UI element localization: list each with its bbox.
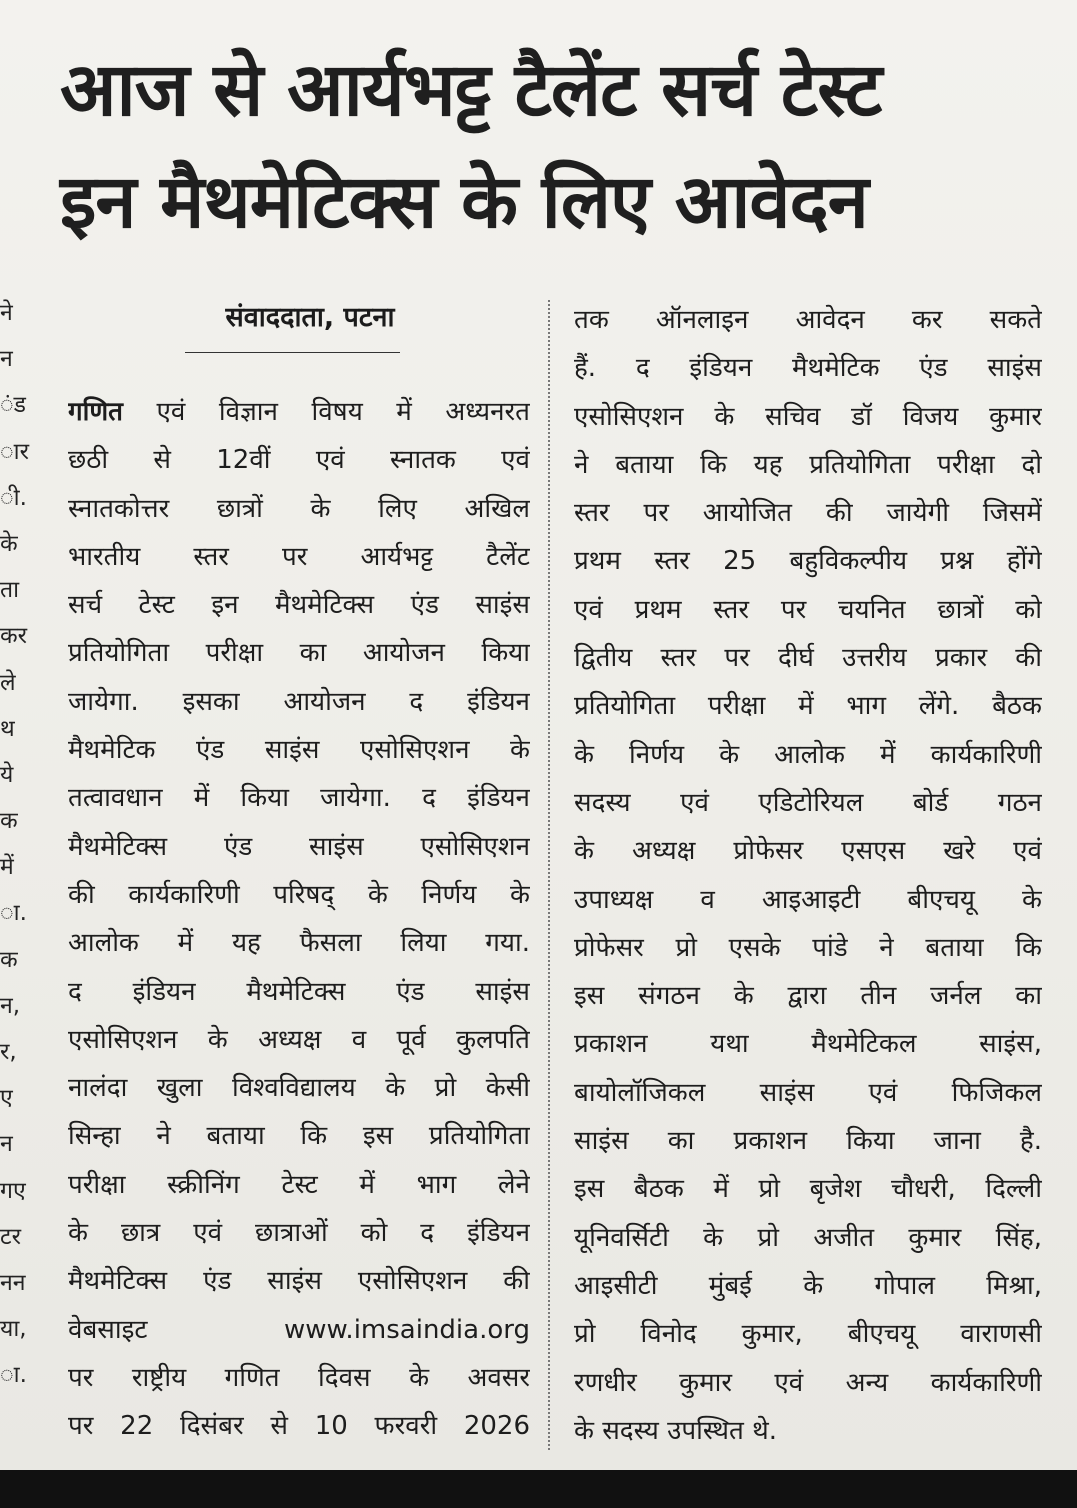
- fragment-line: कर: [0, 623, 28, 650]
- article-line: स्नातकोत्तर छात्रों के लिए अखिल: [68, 493, 530, 524]
- article-line: इस बैठक में प्रो बृजेश चौधरी, दिल्ली: [574, 1174, 1042, 1205]
- column-divider: [548, 300, 550, 1450]
- article-line: वेबसाइट www.imsaindia.org: [68, 1314, 530, 1345]
- article-line: हैं. द इंडियन मैथमेटिक एंड साइंस: [574, 353, 1042, 384]
- article-line: तत्वावधान में किया जायेगा. द इंडियन: [68, 783, 530, 814]
- headline-line-1: आज से आर्यभट्ट टैलेंट सर्च टेस्ट: [60, 47, 882, 133]
- article-column-left: [68, 388, 530, 1451]
- article-line: के छात्र एवं छात्राओं को द इंडियन: [68, 1218, 530, 1249]
- article-line: मैथमेटिक्स एंड साइंस एसोसिएशन: [68, 831, 530, 862]
- article-line: मैथमेटिक्स एंड साइंस एसोसिएशन की: [68, 1266, 530, 1297]
- photo-bottom-edge: [0, 1470, 1077, 1508]
- fragment-line: ा.: [0, 900, 27, 927]
- fragment-line: ी.: [0, 484, 27, 511]
- fragment-line: थ: [0, 715, 15, 742]
- article-line: के सदस्य उपस्थित थे.: [574, 1415, 777, 1446]
- article-line: जायेगा. इसका आयोजन द इंडियन: [68, 686, 530, 717]
- fragment-line: ा.: [0, 1362, 27, 1389]
- article-line: बायोलॉजिकल साइंस एवं फिजिकल: [574, 1077, 1042, 1108]
- article-line: आलोक में यह फैसला लिया गया.: [68, 928, 530, 959]
- article-line: रणधीर कुमार एवं अन्य कार्यकारिणी: [574, 1367, 1042, 1398]
- fragment-line: न: [0, 1131, 13, 1158]
- fragment-line: में: [0, 854, 14, 881]
- article-line: सिन्हा ने बताया कि इस प्रतियोगिता: [68, 1121, 530, 1152]
- article-line: आइसीटी मुंबई के गोपाल मिश्रा,: [574, 1270, 1042, 1301]
- article-line: एसोसिएशन के अध्यक्ष व पूर्व कुलपति: [68, 1024, 530, 1055]
- article-line: ने बताया कि यह प्रतियोगिता परीक्षा दो: [574, 449, 1042, 480]
- article-line: द्वितीय स्तर पर दीर्घ उत्तरीय प्रकार की: [574, 643, 1042, 674]
- headline-line-2: इन मैथमेटिक्स के लिए आवेदन: [60, 159, 868, 245]
- article-line: यूनिवर्सिटी के प्रो अजीत कुमार सिंह,: [574, 1222, 1042, 1253]
- article-line: मैथमेटिक एंड साइंस एसोसिएशन के: [68, 735, 530, 766]
- byline-divider: [185, 352, 400, 353]
- article-line: द इंडियन मैथमेटिक्स एंड साइंस: [68, 976, 530, 1007]
- article-line: के निर्णय के आलोक में कार्यकारिणी: [574, 739, 1042, 770]
- byline: संवाददाता, पटना: [225, 302, 395, 333]
- article-line: सर्च टेस्ट इन मैथमेटिक्स एंड साइंस: [68, 590, 530, 621]
- article-line: एवं प्रथम स्तर पर चयनित छात्रों को: [574, 594, 1042, 625]
- article-line: तक ऑनलाइन आवेदन कर सकते: [574, 305, 1042, 335]
- article-line: स्तर पर आयोजित की जायेगी जिसमें: [574, 498, 1042, 529]
- lead-line-rest: एवं विज्ञान विषय में अध्यनरत: [156, 397, 530, 427]
- fragment-line: क: [0, 808, 18, 835]
- adjacent-article-fragment: [0, 290, 38, 1440]
- fragment-line: ये: [0, 761, 14, 788]
- article-line: पर 22 दिसंबर से 10 फरवरी 2026: [68, 1411, 530, 1442]
- article-line: नालंदा खुला विश्वविद्यालय के प्रो केसी: [68, 1073, 530, 1104]
- fragment-line: न: [0, 346, 13, 373]
- fragment-line: नन: [0, 1269, 26, 1296]
- lead-word: गणित: [68, 397, 123, 427]
- article-line: सदस्य एवं एडिटोरियल बोर्ड गठन: [574, 787, 1042, 818]
- article-line: प्रतियोगिता परीक्षा का आयोजन किया: [68, 638, 530, 669]
- headline: [60, 34, 1060, 258]
- fragment-line: र,: [0, 1039, 17, 1065]
- fragment-line: ंड: [0, 392, 26, 419]
- fragment-line: ए: [0, 1085, 13, 1112]
- fragment-line: या,: [0, 1316, 27, 1343]
- fragment-line: टर: [0, 1223, 21, 1250]
- article-line: परीक्षा स्क्रीनिंग टेस्ट में भाग लेने: [68, 1169, 530, 1200]
- article-line: प्रोफेसर प्रो एसके पांडे ने बताया कि: [574, 932, 1042, 963]
- fragment-line: ने: [0, 300, 13, 326]
- fragment-line: ार: [0, 438, 30, 465]
- article-line: प्रकाशन यथा मैथमेटिकल साइंस,: [574, 1029, 1042, 1060]
- article-line: उपाध्यक्ष व आइआइटी बीएचयू के: [574, 884, 1042, 915]
- fragment-line: गए: [0, 1177, 26, 1204]
- article-line: प्रो विनोद कुमार, बीएचयू वाराणसी: [574, 1319, 1042, 1350]
- fragment-line: ले: [0, 669, 16, 696]
- article-line: इस संगठन के द्वारा तीन जर्नल का: [574, 981, 1042, 1012]
- article-line: भारतीय स्तर पर आर्यभट्ट टैलेंट: [68, 541, 530, 572]
- article-line: प्रथम स्तर 25 बहुविकल्पीय प्रश्न होंगे: [574, 546, 1042, 577]
- fragment-line: के: [0, 530, 18, 557]
- fragment-line: न,: [0, 992, 21, 1019]
- fragment-line: क: [0, 946, 18, 973]
- article-line: की कार्यकारिणी परिषद् के निर्णय के: [68, 879, 530, 910]
- article-line: एसोसिएशन के सचिव डॉ विजय कुमार: [574, 401, 1042, 432]
- article-line: पर राष्ट्रीय गणित दिवस के अवसर: [68, 1362, 530, 1393]
- article-line: साइंस का प्रकाशन किया जाना है.: [574, 1126, 1042, 1157]
- article-column-right: [574, 296, 1042, 1455]
- fragment-line: ता: [0, 577, 20, 604]
- article-line: प्रतियोगिता परीक्षा में भाग लेंगे. बैठक: [574, 691, 1042, 722]
- article-line: के अध्यक्ष प्रोफेसर एसएस खरे एवं: [574, 836, 1042, 867]
- article-line: छठी से 12वीं एवं स्नातक एवं: [68, 445, 530, 476]
- article-line: [68, 388, 530, 436]
